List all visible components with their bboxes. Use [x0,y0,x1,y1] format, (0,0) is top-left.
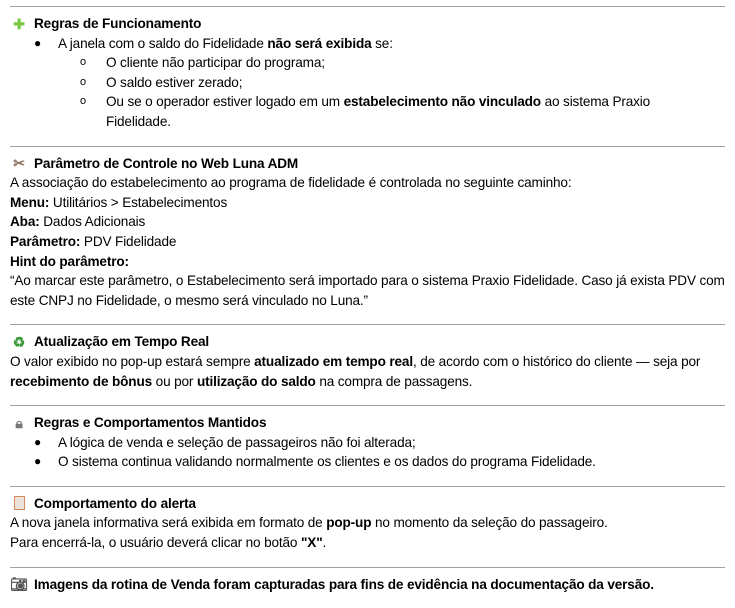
bold-text: estabelecimento não vinculado [343,94,541,110]
section-regras-funcionamento [10,7,725,146]
text: O sistema continua validando normalmente os clientes e os dados do programa Fidelidade. [58,454,596,470]
text: na compra de passagens. [315,373,473,389]
section-title: Comportamento do alerta [34,495,196,511]
paragraph [10,352,725,391]
list-item: ● A janela com o saldo do Fidelidade não será exibida se: [34,35,393,51]
text: Para encerrá-la, o usuário deverá clicar no botão [10,535,301,551]
tools-icon: ✂ [13,155,25,172]
section-regras-mantidas [10,406,725,486]
text: A associação do estabelecimento ao programa de fidelidade é controlada no seguinte caminho: [10,175,572,191]
section-title: Regras e Comportamentos Mantidos [34,415,267,431]
recycle-icon: ♻ [12,334,26,351]
section-atualizacao [10,325,725,405]
text: A lógica de venda e seleção de passageiros não foi alterada; [58,434,416,450]
bold-text: pop-up [326,515,372,531]
sub-list-item: o Ou se o operador estiver logado em um estabelecimento não vinculado ao sistema Praxio Fidelidade. [80,94,651,129]
text: . [322,535,327,551]
bold-text: não será exibida [267,35,372,51]
value: Dados Adicionais [39,214,146,230]
text: O cliente não participar do programa; [106,55,325,71]
section-comportamento-alerta [10,487,725,567]
bold-text: recebimento de bônus [10,373,153,389]
section-title: Imagens da rotina de Venda foram capturadas para fins de evidência na documentação da versão. [34,576,654,592]
value: Utilitários > Estabelecimentos [49,194,228,210]
sub-list-item: o O cliente não participar do programa; [10,53,725,73]
text: O saldo estiver zerado; [106,74,243,90]
text: se: [371,35,393,51]
clipboard-icon [10,496,28,512]
bold-text: utilização do saldo [196,373,316,389]
label: Parâmetro: [10,233,81,249]
hint-text: “Ao marcar este parâmetro, o Estabelecimento será importado para o sistema Praxio Fidelidade. Caso já exista PDV com este CNPJ no Fidelidade, o mesmo será vinculado no Luna.” [10,273,725,308]
camera-icon: 📷︎ [10,576,28,593]
text: A janela com o saldo do Fidelidade [58,35,268,51]
text: no momento da seleção do passageiro. [371,515,608,531]
bold-text: atualizado em tempo real [254,353,413,369]
section-title: Atualização em Tempo Real [34,334,210,350]
value: PDV Fidelidade [80,233,177,249]
text: O valor exibido no pop-up estará sempre [10,353,255,369]
text: ao sistema Praxio Fidelidade. [106,94,651,129]
list-item: ● A lógica de venda e seleção de passageiros não foi alterada; [10,433,725,453]
list-item: ● O sistema continua validando normalmente os clientes e os dados do programa Fidelidade. [10,452,725,472]
label: Aba: [10,214,40,230]
label: Hint do parâmetro: [10,253,129,269]
label: Menu: [10,194,50,210]
sub-list-item: o O saldo estiver zerado; [10,73,725,93]
section-parametro-controle [10,147,725,325]
section-imagens [10,568,725,608]
lock-icon: 🔒︎ [15,414,23,431]
bold-text: "X" [300,535,323,551]
text: A nova janela informativa será exibida em formato de [10,515,327,531]
text: , de acordo com o histórico do cliente — seja por [412,353,701,369]
puzzle-icon: ✚ [13,15,25,32]
section-title: Regras de Funcionamento [34,16,202,31]
text: Ou se o operador estiver logado em um [106,94,344,110]
text: ou por [152,373,197,389]
section-title: Parâmetro de Controle no Web Luna ADM [34,155,299,171]
